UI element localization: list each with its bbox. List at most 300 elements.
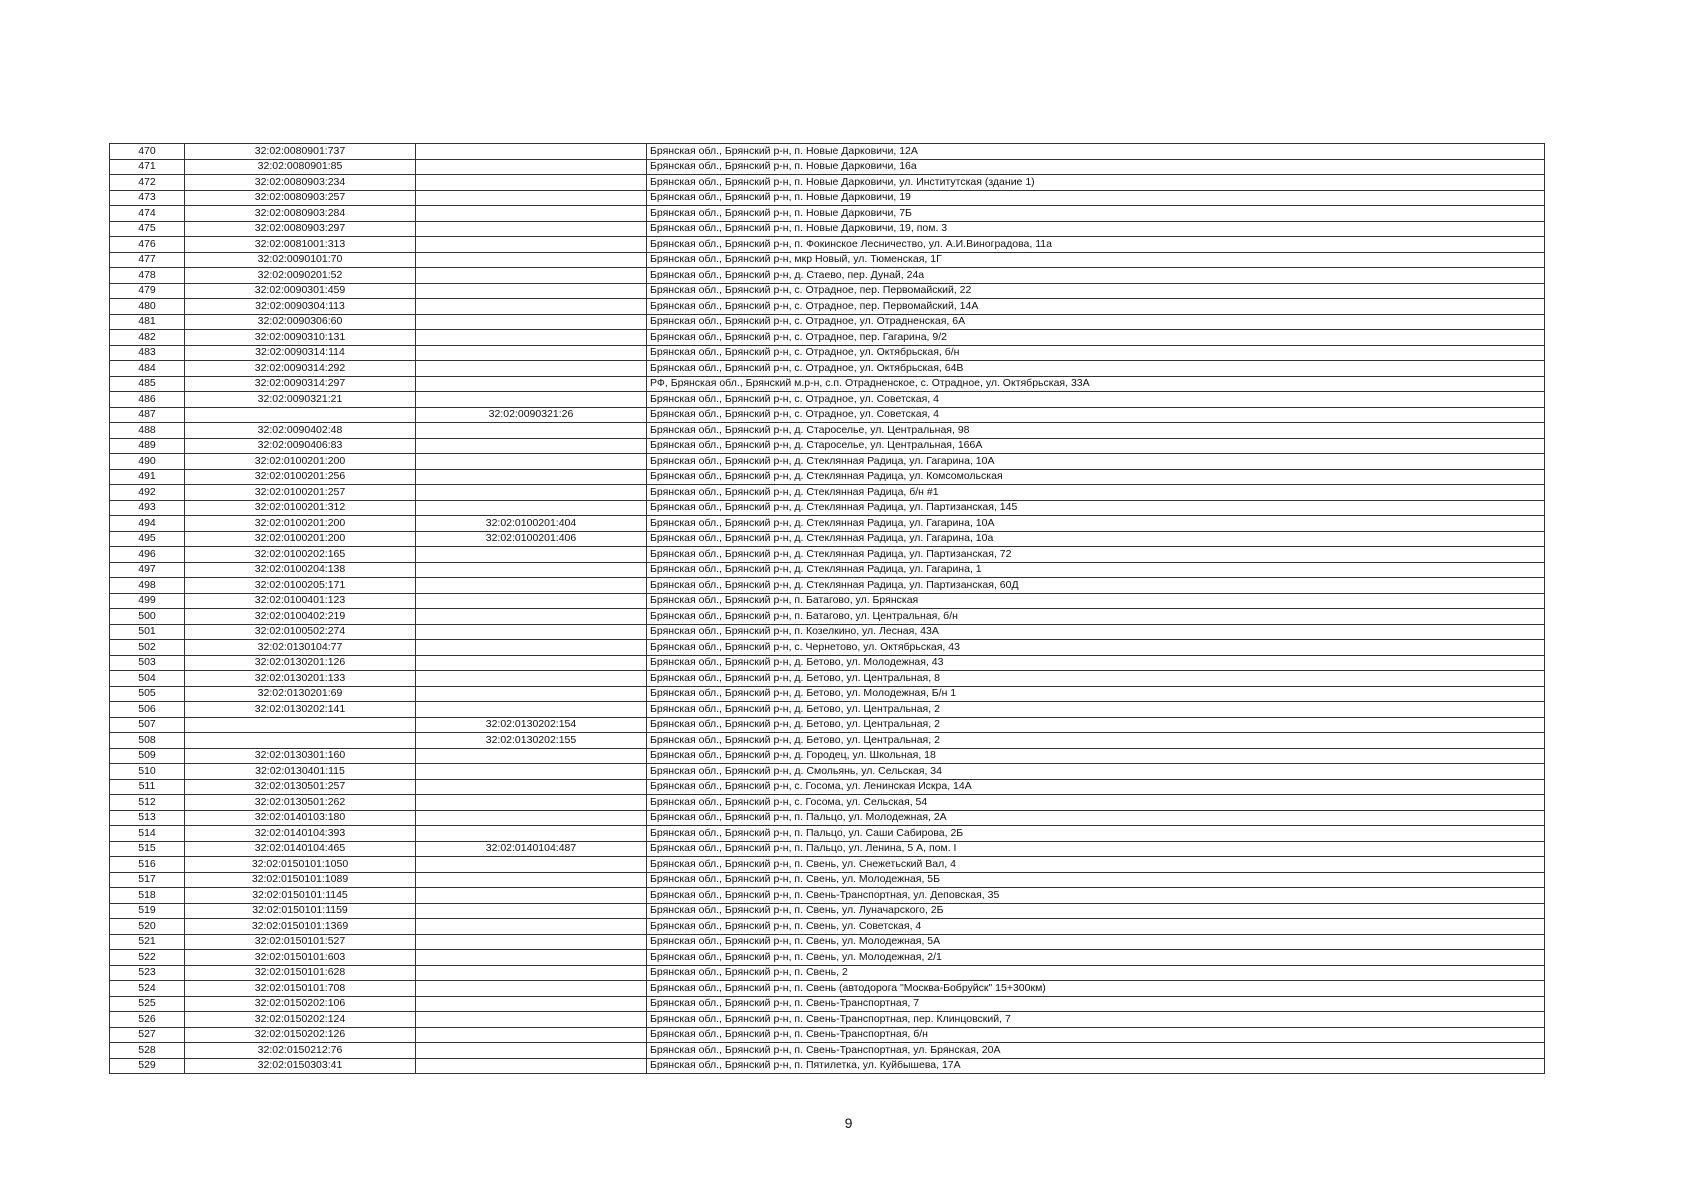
table-row <box>110 268 1545 284</box>
related-cadastral-number-cell: 32:02:0140104:487 <box>416 841 647 857</box>
address-cell: Брянская обл., Брянский р-н, п. Пальцо, ул. Саши Сабирова, 2Б <box>647 826 1545 842</box>
table-row <box>110 206 1545 222</box>
address-cell: Брянская обл., Брянский р-н, п. Свень-Транспортная, ул. Брянская, 20А <box>647 1043 1545 1059</box>
address-cell: Брянская обл., Брянский р-н, д. Стеклянная Радица, ул. Комсомольская <box>647 469 1545 485</box>
cadastral-number-cell: 32:02:0130501:257 <box>185 779 416 795</box>
address-cell: Брянская обл., Брянский р-н, п. Новые Дарковичи, 16а <box>647 159 1545 175</box>
address-cell: Брянская обл., Брянский р-н, с. Отрадное, ул. Советская, 4 <box>647 407 1545 423</box>
table-row <box>110 578 1545 594</box>
row-number-cell: 476 <box>110 237 185 253</box>
related-cadastral-number-cell <box>416 640 647 656</box>
row-number-cell: 505 <box>110 686 185 702</box>
address-cell: Брянская обл., Брянский р-н, с. Отрадное, ул. Октябрьская, б/н <box>647 345 1545 361</box>
table-row <box>110 624 1545 640</box>
row-number-cell: 515 <box>110 841 185 857</box>
address-cell: Брянская обл., Брянский р-н, д. Стеклянная Радица, ул. Партизанская, 60Д <box>647 578 1545 594</box>
table-row <box>110 934 1545 950</box>
cadastral-number-cell: 32:02:0090306:60 <box>185 314 416 330</box>
row-number-cell: 498 <box>110 578 185 594</box>
table-row <box>110 454 1545 470</box>
table-row <box>110 469 1545 485</box>
table-row <box>110 981 1545 997</box>
address-cell: Брянская обл., Брянский р-н, с. Отрадное, ул. Октябрьская, 64В <box>647 361 1545 377</box>
address-cell: Брянская обл., Брянский р-н, п. Новые Дарковичи, 7Б <box>647 206 1545 222</box>
related-cadastral-number-cell <box>416 345 647 361</box>
table-row <box>110 655 1545 671</box>
table-row <box>110 330 1545 346</box>
table-row <box>110 1058 1545 1074</box>
table-row <box>110 671 1545 687</box>
address-cell: Брянская обл., Брянский р-н, д. Бетово, ул. Центральная, 2 <box>647 702 1545 718</box>
row-number-cell: 478 <box>110 268 185 284</box>
table-row <box>110 221 1545 237</box>
address-cell: Брянская обл., Брянский р-н, п. Свень-Транспортная, 7 <box>647 996 1545 1012</box>
related-cadastral-number-cell: 32:02:0130202:154 <box>416 717 647 733</box>
address-cell: Брянская обл., Брянский р-н, п. Батагово, ул. Брянская <box>647 593 1545 609</box>
row-number-cell: 496 <box>110 547 185 563</box>
cadastral-number-cell: 32:02:0140104:393 <box>185 826 416 842</box>
row-number-cell: 492 <box>110 485 185 501</box>
table-row <box>110 826 1545 842</box>
address-cell: Брянская обл., Брянский р-н, с. Госома, ул. Сельская, 54 <box>647 795 1545 811</box>
related-cadastral-number-cell <box>416 423 647 439</box>
table-row <box>110 407 1545 423</box>
cadastral-number-cell: 32:02:0080901:85 <box>185 159 416 175</box>
address-cell: Брянская обл., Брянский р-н, п. Козелкино, ул. Лесная, 43А <box>647 624 1545 640</box>
related-cadastral-number-cell <box>416 950 647 966</box>
cadastral-number-cell: 32:02:0130202:141 <box>185 702 416 718</box>
cadastral-number-cell: 32:02:0100201:312 <box>185 500 416 516</box>
address-cell: Брянская обл., Брянский р-н, д. Староселье, ул. Центральная, 166А <box>647 438 1545 454</box>
table-row <box>110 872 1545 888</box>
table-body <box>110 144 1545 1074</box>
table-row <box>110 190 1545 206</box>
table-row <box>110 640 1545 656</box>
address-cell: Брянская обл., Брянский р-н, п. Пальцо, ул. Молодежная, 2А <box>647 810 1545 826</box>
related-cadastral-number-cell <box>416 624 647 640</box>
row-number-cell: 483 <box>110 345 185 361</box>
table-row <box>110 593 1545 609</box>
row-number-cell: 514 <box>110 826 185 842</box>
table-row <box>110 1027 1545 1043</box>
table-row <box>110 810 1545 826</box>
table-row <box>110 996 1545 1012</box>
cadastral-number-cell: 32:02:0090314:297 <box>185 376 416 392</box>
cadastral-number-cell: 32:02:0130104:77 <box>185 640 416 656</box>
related-cadastral-number-cell <box>416 810 647 826</box>
address-cell: Брянская обл., Брянский р-н, п. Свень, ул. Молодежная, 5А <box>647 934 1545 950</box>
related-cadastral-number-cell <box>416 764 647 780</box>
row-number-cell: 517 <box>110 872 185 888</box>
address-cell: Брянская обл., Брянский р-н, д. Бетово, ул. Центральная, 8 <box>647 671 1545 687</box>
cadastral-number-cell: 32:02:0090321:21 <box>185 392 416 408</box>
related-cadastral-number-cell <box>416 500 647 516</box>
cadastral-number-cell: 32:02:0080903:257 <box>185 190 416 206</box>
related-cadastral-number-cell <box>416 221 647 237</box>
row-number-cell: 519 <box>110 903 185 919</box>
address-cell: Брянская обл., Брянский р-н, д. Стеклянная Радица, ул. Гагарина, 10а <box>647 531 1545 547</box>
related-cadastral-number-cell <box>416 547 647 563</box>
page-number: 9 <box>844 1115 853 1131</box>
address-cell: Брянская обл., Брянский р-н, мкр Новый, ул. Тюменская, 1Г <box>647 252 1545 268</box>
table-row <box>110 965 1545 981</box>
cadastral-number-cell: 32:02:0100205:171 <box>185 578 416 594</box>
row-number-cell: 495 <box>110 531 185 547</box>
related-cadastral-number-cell <box>416 903 647 919</box>
related-cadastral-number-cell <box>416 996 647 1012</box>
cadastral-number-cell: 32:02:0081001:313 <box>185 237 416 253</box>
related-cadastral-number-cell <box>416 330 647 346</box>
address-cell: Брянская обл., Брянский р-н, п. Новые Дарковичи, 19, пом. 3 <box>647 221 1545 237</box>
address-cell: Брянская обл., Брянский р-н, д. Стеклянная Радица, б/н #1 <box>647 485 1545 501</box>
row-number-cell: 475 <box>110 221 185 237</box>
related-cadastral-number-cell <box>416 888 647 904</box>
table-row <box>110 857 1545 873</box>
related-cadastral-number-cell <box>416 562 647 578</box>
row-number-cell: 520 <box>110 919 185 935</box>
address-cell: Брянская обл., Брянский р-н, п. Свень (автодорога "Москва-Бобруйск" 15+300км) <box>647 981 1545 997</box>
cadastral-number-cell: 32:02:0090310:131 <box>185 330 416 346</box>
address-cell: Брянская обл., Брянский р-н, п. Новые Дарковичи, 12А <box>647 144 1545 160</box>
table-row <box>110 733 1545 749</box>
row-number-cell: 501 <box>110 624 185 640</box>
cadastral-number-cell: 32:02:0090314:114 <box>185 345 416 361</box>
table-row <box>110 345 1545 361</box>
cadastral-number-cell: 32:02:0080903:284 <box>185 206 416 222</box>
row-number-cell: 486 <box>110 392 185 408</box>
address-cell: Брянская обл., Брянский р-н, с. Госома, ул. Ленинская Искра, 14А <box>647 779 1545 795</box>
table-row <box>110 903 1545 919</box>
cadastral-number-cell: 32:02:0100401:123 <box>185 593 416 609</box>
row-number-cell: 484 <box>110 361 185 377</box>
cadastral-number-cell: 32:02:0100402:219 <box>185 609 416 625</box>
table-row <box>110 717 1545 733</box>
cadastral-number-cell: 32:02:0090314:292 <box>185 361 416 377</box>
row-number-cell: 529 <box>110 1058 185 1074</box>
row-number-cell: 490 <box>110 454 185 470</box>
related-cadastral-number-cell <box>416 919 647 935</box>
address-cell: Брянская обл., Брянский р-н, п. Пальцо, ул. Ленина, 5 А, пом. I <box>647 841 1545 857</box>
address-cell: Брянская обл., Брянский р-н, п. Свень, ул. Советская, 4 <box>647 919 1545 935</box>
related-cadastral-number-cell <box>416 268 647 284</box>
related-cadastral-number-cell <box>416 872 647 888</box>
table-row <box>110 485 1545 501</box>
row-number-cell: 513 <box>110 810 185 826</box>
table-row <box>110 252 1545 268</box>
cadastral-number-cell: 32:02:0100204:138 <box>185 562 416 578</box>
table-row <box>110 841 1545 857</box>
address-cell: Брянская обл., Брянский р-н, п. Свень, ул. Молодежная, 5Б <box>647 872 1545 888</box>
row-number-cell: 526 <box>110 1012 185 1028</box>
address-cell: Брянская обл., Брянский р-н, п. Свень, ул. Снежетьский Вал, 4 <box>647 857 1545 873</box>
related-cadastral-number-cell <box>416 1058 647 1074</box>
row-number-cell: 508 <box>110 733 185 749</box>
row-number-cell: 522 <box>110 950 185 966</box>
cadastral-number-cell: 32:02:0100202:165 <box>185 547 416 563</box>
row-number-cell: 474 <box>110 206 185 222</box>
address-cell: Брянская обл., Брянский р-н, д. Городец, ул. Школьная, 18 <box>647 748 1545 764</box>
row-number-cell: 525 <box>110 996 185 1012</box>
related-cadastral-number-cell: 32:02:0130202:155 <box>416 733 647 749</box>
cadastral-number-cell: 32:02:0090304:113 <box>185 299 416 315</box>
cadastral-number-cell: 32:02:0150101:527 <box>185 934 416 950</box>
cadastral-number-cell <box>185 717 416 733</box>
table-row <box>110 438 1545 454</box>
row-number-cell: 506 <box>110 702 185 718</box>
cadastral-number-cell: 32:02:0090101:70 <box>185 252 416 268</box>
cadastral-number-cell: 32:02:0150101:708 <box>185 981 416 997</box>
cadastral-number-cell: 32:02:0150202:124 <box>185 1012 416 1028</box>
table-row <box>110 702 1545 718</box>
address-cell: Брянская обл., Брянский р-н, п. Свень-Транспортная, б/н <box>647 1027 1545 1043</box>
address-cell: Брянская обл., Брянский р-н, п. Свень, 2 <box>647 965 1545 981</box>
cadastral-number-cell: 32:02:0090301:459 <box>185 283 416 299</box>
row-number-cell: 503 <box>110 655 185 671</box>
row-number-cell: 523 <box>110 965 185 981</box>
related-cadastral-number-cell <box>416 361 647 377</box>
cadastral-number-cell: 32:02:0150101:1159 <box>185 903 416 919</box>
related-cadastral-number-cell <box>416 1027 647 1043</box>
related-cadastral-number-cell <box>416 206 647 222</box>
row-number-cell: 497 <box>110 562 185 578</box>
row-number-cell: 521 <box>110 934 185 950</box>
table-row <box>110 500 1545 516</box>
related-cadastral-number-cell <box>416 934 647 950</box>
row-number-cell: 487 <box>110 407 185 423</box>
related-cadastral-number-cell <box>416 578 647 594</box>
related-cadastral-number-cell <box>416 376 647 392</box>
row-number-cell: 477 <box>110 252 185 268</box>
cadastral-number-cell: 32:02:0140104:465 <box>185 841 416 857</box>
row-number-cell: 482 <box>110 330 185 346</box>
address-cell: Брянская обл., Брянский р-н, п. Свень-Транспортная, ул. Деповская, 35 <box>647 888 1545 904</box>
row-number-cell: 480 <box>110 299 185 315</box>
row-number-cell: 479 <box>110 283 185 299</box>
cadastral-number-cell: 32:02:0090406:83 <box>185 438 416 454</box>
related-cadastral-number-cell <box>416 857 647 873</box>
related-cadastral-number-cell <box>416 299 647 315</box>
cadastral-number-cell <box>185 407 416 423</box>
table-row <box>110 748 1545 764</box>
address-cell: Брянская обл., Брянский р-н, с. Отрадное, ул. Советская, 4 <box>647 392 1545 408</box>
address-cell: Брянская обл., Брянский р-н, п. Пятилетка, ул. Куйбышева, 17А <box>647 1058 1545 1074</box>
table-row <box>110 779 1545 795</box>
address-cell: Брянская обл., Брянский р-н, п. Батагово, ул. Центральная, б/н <box>647 609 1545 625</box>
address-cell: Брянская обл., Брянский р-н, д. Стеклянная Радица, ул. Гагарина, 10А <box>647 454 1545 470</box>
row-number-cell: 511 <box>110 779 185 795</box>
cadastral-number-cell: 32:02:0090402:48 <box>185 423 416 439</box>
related-cadastral-number-cell <box>416 686 647 702</box>
row-number-cell: 470 <box>110 144 185 160</box>
address-cell: Брянская обл., Брянский р-н, с. Отрадное, пер. Гагарина, 9/2 <box>647 330 1545 346</box>
table-row <box>110 283 1545 299</box>
address-cell: Брянская обл., Брянский р-н, д. Стеклянная Радица, ул. Партизанская, 145 <box>647 500 1545 516</box>
cadastral-number-cell: 32:02:0150101:1145 <box>185 888 416 904</box>
table-row <box>110 764 1545 780</box>
related-cadastral-number-cell <box>416 1043 647 1059</box>
cadastral-number-cell: 32:02:0150101:1369 <box>185 919 416 935</box>
table-row <box>110 888 1545 904</box>
table-row <box>110 950 1545 966</box>
related-cadastral-number-cell <box>416 1012 647 1028</box>
row-number-cell: 518 <box>110 888 185 904</box>
cadastral-number-cell: 32:02:0150212:76 <box>185 1043 416 1059</box>
cadastral-number-cell: 32:02:0130201:133 <box>185 671 416 687</box>
cadastral-number-cell: 32:02:0140103:180 <box>185 810 416 826</box>
cadastral-number-cell: 32:02:0130501:262 <box>185 795 416 811</box>
row-number-cell: 472 <box>110 175 185 191</box>
cadastral-number-cell: 32:02:0130301:160 <box>185 748 416 764</box>
row-number-cell: 504 <box>110 671 185 687</box>
row-number-cell: 509 <box>110 748 185 764</box>
row-number-cell: 524 <box>110 981 185 997</box>
table-row <box>110 919 1545 935</box>
row-number-cell: 527 <box>110 1027 185 1043</box>
row-number-cell: 481 <box>110 314 185 330</box>
cadastral-number-cell: 32:02:0100502:274 <box>185 624 416 640</box>
cadastral-number-cell <box>185 733 416 749</box>
related-cadastral-number-cell <box>416 252 647 268</box>
address-cell: Брянская обл., Брянский р-н, п. Свень, ул. Молодежная, 2/1 <box>647 950 1545 966</box>
related-cadastral-number-cell <box>416 748 647 764</box>
related-cadastral-number-cell <box>416 981 647 997</box>
row-number-cell: 471 <box>110 159 185 175</box>
table-row <box>110 237 1545 253</box>
row-number-cell: 488 <box>110 423 185 439</box>
address-cell: Брянская обл., Брянский р-н, п. Новые Дарковичи, ул. Институтская (здание 1) <box>647 175 1545 191</box>
address-cell: Брянская обл., Брянский р-н, д. Стеклянная Радица, ул. Гагарина, 1 <box>647 562 1545 578</box>
related-cadastral-number-cell <box>416 469 647 485</box>
related-cadastral-number-cell <box>416 175 647 191</box>
related-cadastral-number-cell <box>416 826 647 842</box>
cadastral-number-cell: 32:02:0150303:41 <box>185 1058 416 1074</box>
row-number-cell: 489 <box>110 438 185 454</box>
cadastral-number-cell: 32:02:0150101:1050 <box>185 857 416 873</box>
cadastral-number-cell: 32:02:0150202:106 <box>185 996 416 1012</box>
row-number-cell: 491 <box>110 469 185 485</box>
address-cell: Брянская обл., Брянский р-н, д. Староселье, ул. Центральная, 98 <box>647 423 1545 439</box>
cadastral-number-cell: 32:02:0150101:1089 <box>185 872 416 888</box>
related-cadastral-number-cell <box>416 609 647 625</box>
address-cell: Брянская обл., Брянский р-н, д. Бетово, ул. Молодежная, 43 <box>647 655 1545 671</box>
table-row <box>110 531 1545 547</box>
table-row <box>110 1043 1545 1059</box>
table-row <box>110 516 1545 532</box>
related-cadastral-number-cell <box>416 190 647 206</box>
table-row <box>110 159 1545 175</box>
cadastral-number-cell: 32:02:0080901:737 <box>185 144 416 160</box>
cadastral-number-cell: 32:02:0100201:257 <box>185 485 416 501</box>
row-number-cell: 499 <box>110 593 185 609</box>
cadastral-number-cell: 32:02:0080903:297 <box>185 221 416 237</box>
row-number-cell: 485 <box>110 376 185 392</box>
address-cell: Брянская обл., Брянский р-н, с. Отрадное, ул. Отрадненская, 6А <box>647 314 1545 330</box>
address-cell: Брянская обл., Брянский р-н, с. Отрадное, пер. Первомайский, 14А <box>647 299 1545 315</box>
cadastral-number-cell: 32:02:0090201:52 <box>185 268 416 284</box>
cadastral-number-cell: 32:02:0150101:603 <box>185 950 416 966</box>
row-number-cell: 510 <box>110 764 185 780</box>
address-cell: Брянская обл., Брянский р-н, д. Бетово, ул. Центральная, 2 <box>647 733 1545 749</box>
cadastral-number-cell: 32:02:0100201:200 <box>185 454 416 470</box>
address-cell: Брянская обл., Брянский р-н, д. Стеклянная Радица, ул. Гагарина, 10А <box>647 516 1545 532</box>
cadastral-number-cell: 32:02:0130401:115 <box>185 764 416 780</box>
row-number-cell: 528 <box>110 1043 185 1059</box>
address-cell: Брянская обл., Брянский р-н, д. Стаево, пер. Дунай, 24а <box>647 268 1545 284</box>
property-table <box>109 143 1545 1074</box>
row-number-cell: 494 <box>110 516 185 532</box>
related-cadastral-number-cell <box>416 438 647 454</box>
table-row <box>110 609 1545 625</box>
table-row <box>110 314 1545 330</box>
table-row <box>110 144 1545 160</box>
row-number-cell: 473 <box>110 190 185 206</box>
table-row <box>110 562 1545 578</box>
row-number-cell: 500 <box>110 609 185 625</box>
address-cell: Брянская обл., Брянский р-н, д. Бетово, ул. Молодежная, Б/н 1 <box>647 686 1545 702</box>
address-cell: Брянская обл., Брянский р-н, с. Отрадное, пер. Первомайский, 22 <box>647 283 1545 299</box>
related-cadastral-number-cell <box>416 795 647 811</box>
row-number-cell: 512 <box>110 795 185 811</box>
table-row <box>110 1012 1545 1028</box>
cadastral-number-cell: 32:02:0100201:256 <box>185 469 416 485</box>
cadastral-number-cell: 32:02:0100201:200 <box>185 516 416 532</box>
table-row <box>110 686 1545 702</box>
related-cadastral-number-cell: 32:02:0100201:404 <box>416 516 647 532</box>
related-cadastral-number-cell <box>416 702 647 718</box>
address-cell: Брянская обл., Брянский р-н, д. Стеклянная Радица, ул. Партизанская, 72 <box>647 547 1545 563</box>
cadastral-number-cell: 32:02:0080903:234 <box>185 175 416 191</box>
related-cadastral-number-cell: 32:02:0100201:406 <box>416 531 647 547</box>
table-row <box>110 423 1545 439</box>
cadastral-number-cell: 32:02:0100201:200 <box>185 531 416 547</box>
address-cell: Брянская обл., Брянский р-н, п. Свень, ул. Луначарского, 2Б <box>647 903 1545 919</box>
address-cell: Брянская обл., Брянский р-н, п. Свень-Транспортная, пер. Клинцовский, 7 <box>647 1012 1545 1028</box>
address-cell: Брянская обл., Брянский р-н, д. Смольянь, ул. Сельская, 34 <box>647 764 1545 780</box>
related-cadastral-number-cell <box>416 593 647 609</box>
cadastral-number-cell: 32:02:0130201:69 <box>185 686 416 702</box>
related-cadastral-number-cell <box>416 485 647 501</box>
table-row <box>110 175 1545 191</box>
address-cell: Брянская обл., Брянский р-н, п. Новые Дарковичи, 19 <box>647 190 1545 206</box>
row-number-cell: 502 <box>110 640 185 656</box>
related-cadastral-number-cell <box>416 655 647 671</box>
related-cadastral-number-cell <box>416 237 647 253</box>
address-cell: Брянская обл., Брянский р-н, с. Чернетово, ул. Октябрьская, 43 <box>647 640 1545 656</box>
cadastral-number-cell: 32:02:0150202:126 <box>185 1027 416 1043</box>
related-cadastral-number-cell <box>416 454 647 470</box>
related-cadastral-number-cell: 32:02:0090321:26 <box>416 407 647 423</box>
related-cadastral-number-cell <box>416 283 647 299</box>
related-cadastral-number-cell <box>416 671 647 687</box>
table-row <box>110 795 1545 811</box>
row-number-cell: 507 <box>110 717 185 733</box>
related-cadastral-number-cell <box>416 965 647 981</box>
related-cadastral-number-cell <box>416 314 647 330</box>
address-cell: Брянская обл., Брянский р-н, п. Фокинское Лесничество, ул. А.И.Виноградова, 11а <box>647 237 1545 253</box>
cadastral-number-cell: 32:02:0130201:126 <box>185 655 416 671</box>
row-number-cell: 516 <box>110 857 185 873</box>
address-cell: Брянская обл., Брянский р-н, д. Бетово, ул. Центральная, 2 <box>647 717 1545 733</box>
related-cadastral-number-cell <box>416 144 647 160</box>
cadastral-number-cell: 32:02:0150101:628 <box>185 965 416 981</box>
address-cell: РФ, Брянская обл., Брянский м.р-н, с.п. Отрадненское, с. Отрадное, ул. Октябрьская, 33А <box>647 376 1545 392</box>
row-number-cell: 493 <box>110 500 185 516</box>
table-row <box>110 361 1545 377</box>
table-row <box>110 376 1545 392</box>
related-cadastral-number-cell <box>416 779 647 795</box>
related-cadastral-number-cell <box>416 392 647 408</box>
table-row <box>110 299 1545 315</box>
